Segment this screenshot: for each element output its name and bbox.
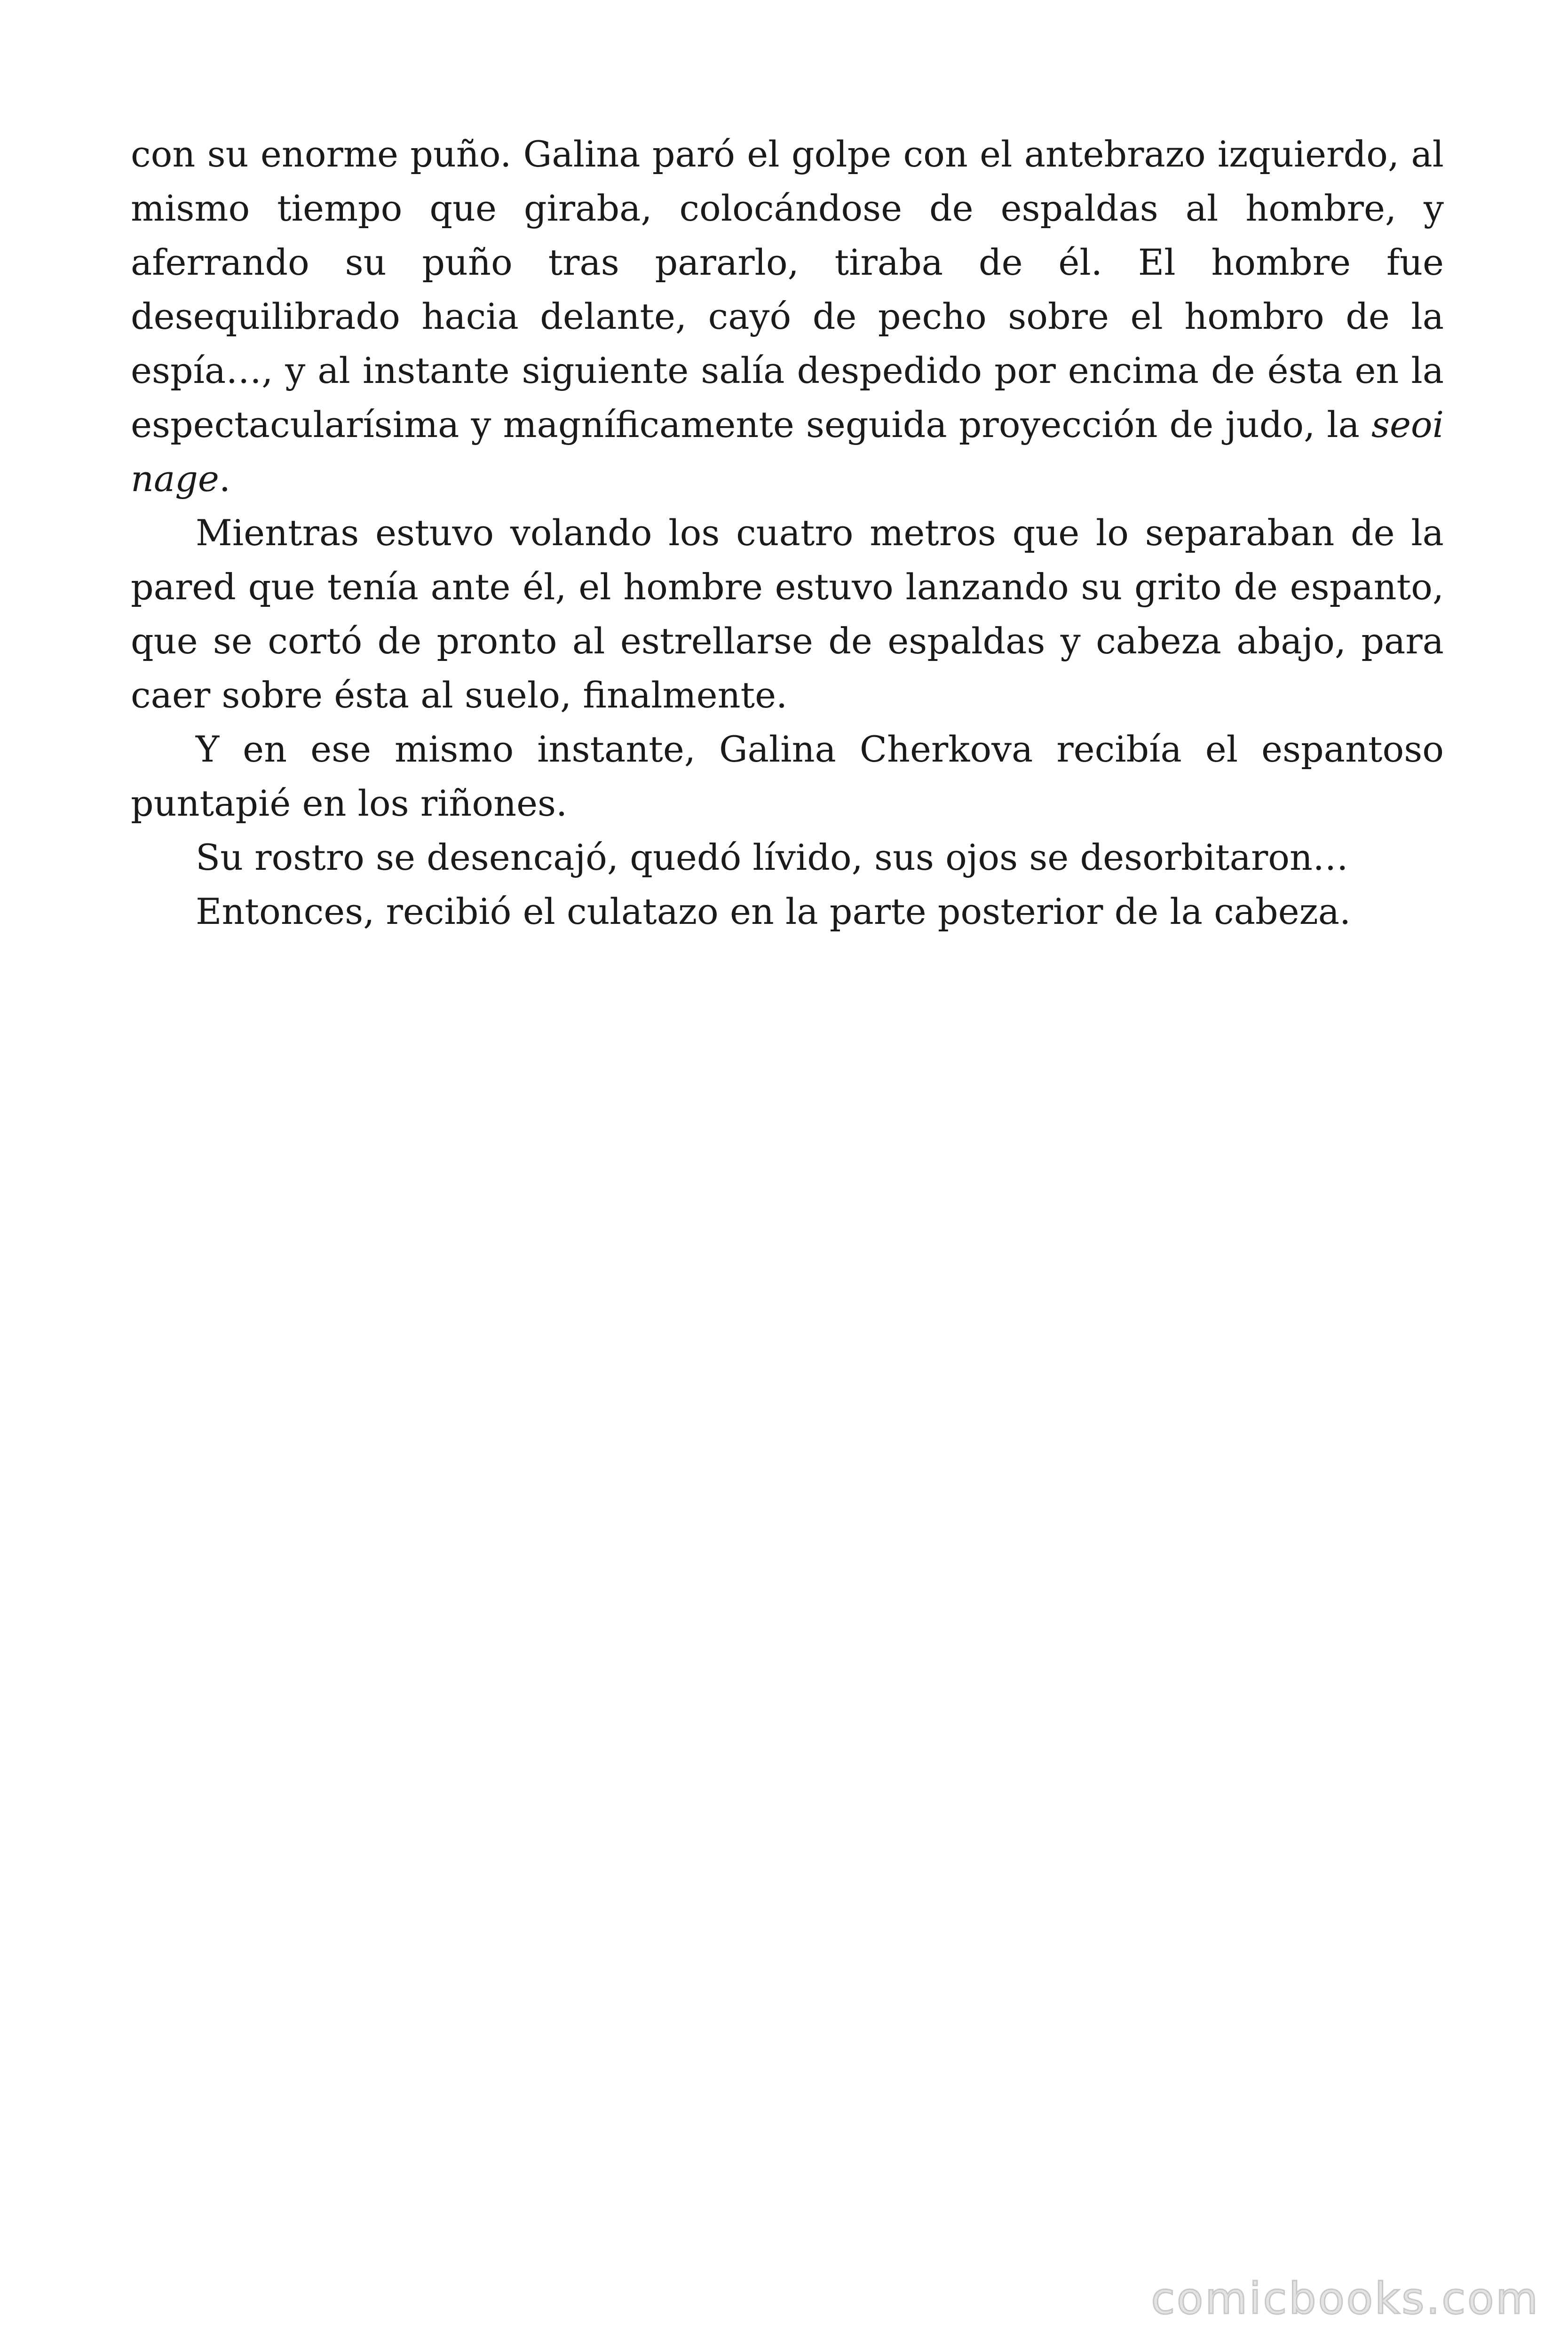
paragraph-2: Mientras estuvo volando los cuatro metros que lo separaban de la pared que tenía ante él, el hombre estuvo lanzando su grito de espanto, que se cortó de pronto al estrellarse de espaldas y cabeza abajo, para caer sobre ésta al suelo, finalmente. xyxy=(131,512,1444,716)
paragraph-1-end: . xyxy=(219,458,231,500)
paragraph-5: Entonces, recibió el culatazo en la parte posterior de la cabeza. xyxy=(196,890,1351,932)
body-text xyxy=(131,127,1444,938)
paragraph-1-text: con su enorme puño. Galina paró el golpe con el antebrazo izquierdo, al mismo tiempo que giraba, colocándose de espaldas al hombre, y aferrando su puño tras pararlo, tiraba de él. El hombre fue desequilibrado hacia delante, cayó de pecho sobre el hombro de la espía…, y al instante siguiente salía despedido por encima de ésta en la espectacularísima y magníficamente seguida proyección de judo, la xyxy=(131,133,1444,445)
watermark: comicbooks.com xyxy=(1151,2273,1540,2324)
paragraph-1-italic-term: seoi nage xyxy=(131,404,1444,500)
paragraph-1 xyxy=(131,127,1444,506)
paragraph-3: Y en ese mismo instante, Galina Cherkova recibía el espantoso puntapié en los riñones. xyxy=(131,728,1444,824)
paragraph-4: Su rostro se desencajó, quedó lívido, sus ojos se desorbitaron… xyxy=(196,836,1348,878)
